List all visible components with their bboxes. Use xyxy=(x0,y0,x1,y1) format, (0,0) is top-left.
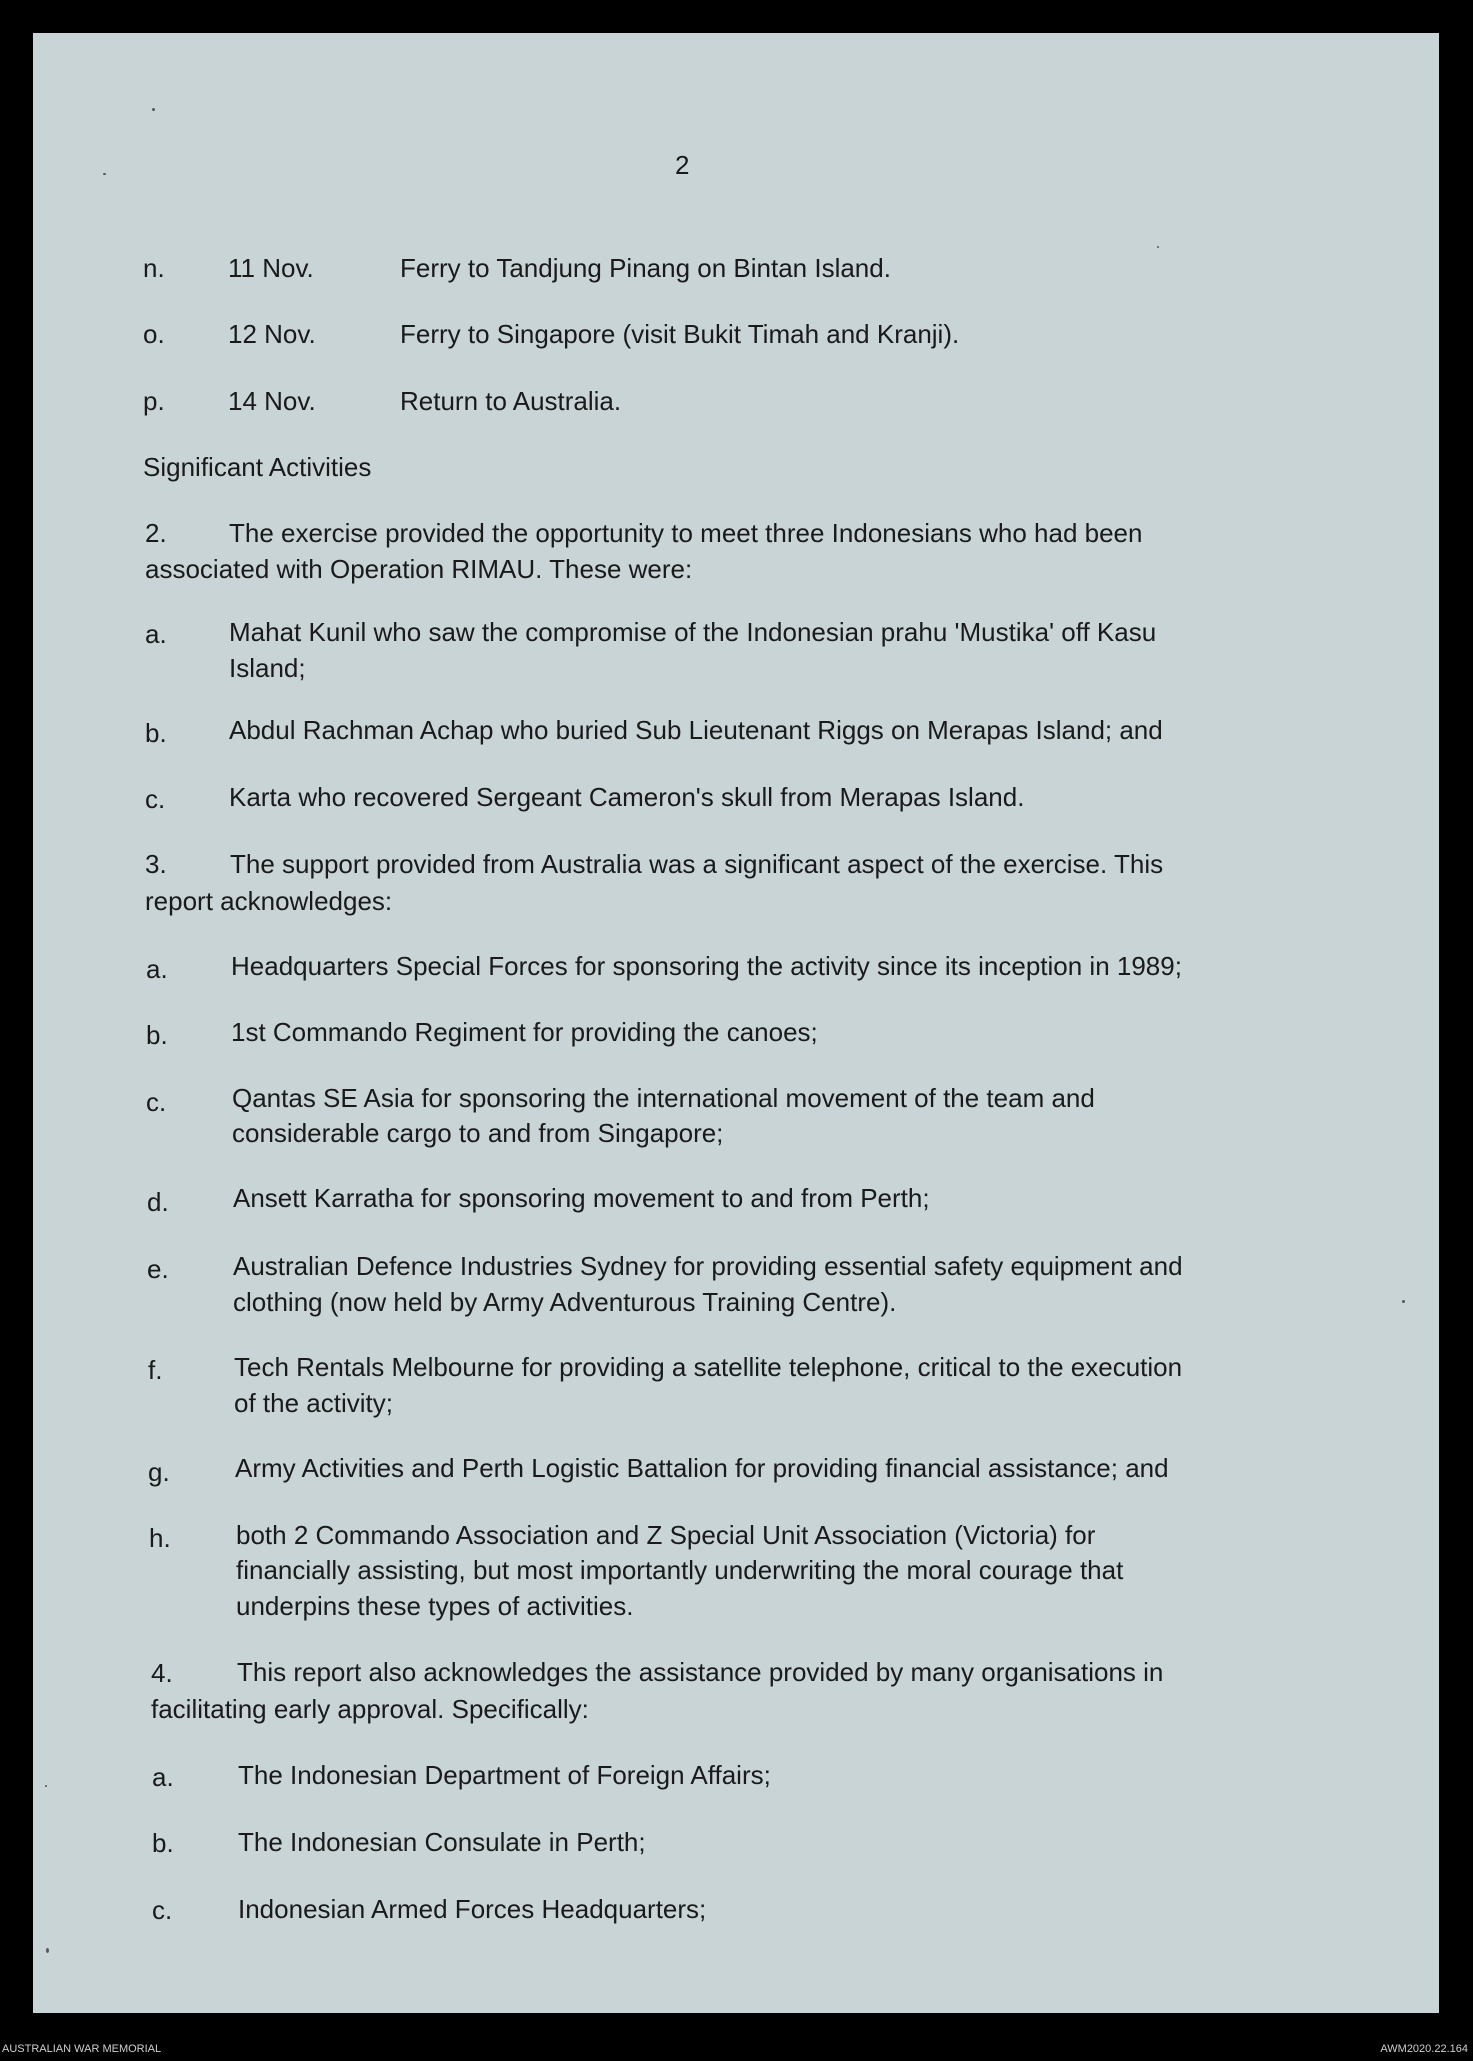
list-item-text: 1st Commando Regiment for providing the canoes; xyxy=(231,1017,818,1047)
itinerary-date: 12 Nov. xyxy=(228,319,316,349)
list-letter: c. xyxy=(146,1087,167,1117)
scan-speck xyxy=(1402,1300,1405,1303)
list-letter: b. xyxy=(145,718,167,748)
footer-reference: AWM2020.22.164 xyxy=(1380,2043,1468,2055)
scan-speck xyxy=(1157,246,1159,248)
itinerary-text: Ferry to Singapore (visit Bukit Timah and Kranji). xyxy=(400,319,960,349)
paragraph-number: 3. xyxy=(145,849,167,879)
paragraph-text: associated with Operation RIMAU. These were: xyxy=(145,554,693,584)
list-letter: f. xyxy=(148,1355,163,1385)
list-item-text: Mahat Kunil who saw the compromise of the Indonesian prahu 'Mustika' off Kasu xyxy=(229,617,1157,647)
paragraph-text: facilitating early approval. Specifically: xyxy=(151,1694,589,1724)
itinerary-date: 11 Nov. xyxy=(228,253,314,283)
paragraph-text: This report also acknowledges the assistance provided by many organisations in xyxy=(237,1657,1164,1687)
list-item-text: Island; xyxy=(229,653,306,683)
list-item-text: Qantas SE Asia for sponsoring the international movement of the team and xyxy=(232,1083,1095,1113)
list-letter: c. xyxy=(145,784,166,814)
list-item-text: Headquarters Special Forces for sponsoring the activity since its inception in 1989; xyxy=(231,951,1182,981)
itinerary-text: Return to Australia. xyxy=(400,386,622,416)
paragraph-number: 2. xyxy=(145,518,167,548)
list-item-text: financially assisting, but most importantly underwriting the moral courage that xyxy=(236,1555,1124,1585)
list-letter: g. xyxy=(148,1457,170,1487)
list-letter: a. xyxy=(152,1762,174,1792)
list-item-text: Australian Defence Industries Sydney for providing essential safety equipment and xyxy=(233,1251,1183,1281)
list-letter: a. xyxy=(146,954,168,984)
list-item-text: Abdul Rachman Achap who buried Sub Lieutenant Riggs on Merapas Island; and xyxy=(229,715,1163,745)
list-item-text: clothing (now held by Army Adventurous Training Centre). xyxy=(233,1287,897,1317)
page-number: 2 xyxy=(675,150,690,180)
paragraph-text: The exercise provided the opportunity to meet three Indonesians who had been xyxy=(229,518,1143,548)
list-item-text: underpins these types of activities. xyxy=(236,1591,634,1621)
list-item-text: Karta who recovered Sergeant Cameron's skull from Merapas Island. xyxy=(229,782,1025,812)
section-heading: Significant Activities xyxy=(143,452,372,482)
scan-speck xyxy=(103,173,106,175)
list-letter: d. xyxy=(147,1187,169,1217)
list-letter: b. xyxy=(146,1020,168,1050)
list-item-text: Army Activities and Perth Logistic Battalion for providing financial assistance; and xyxy=(235,1453,1169,1483)
itinerary-letter: o. xyxy=(143,319,165,349)
list-letter: e. xyxy=(147,1254,169,1284)
scan-speck xyxy=(45,1785,47,1787)
list-item-text: Indonesian Armed Forces Headquarters; xyxy=(238,1894,707,1924)
paragraph-number: 4. xyxy=(151,1658,173,1688)
itinerary-text: Ferry to Tandjung Pinang on Bintan Island. xyxy=(400,253,891,283)
itinerary-letter: p. xyxy=(143,386,165,416)
list-letter: h. xyxy=(149,1523,171,1553)
list-item-text: both 2 Commando Association and Z Special Unit Association (Victoria) for xyxy=(236,1520,1096,1550)
list-item-text: of the activity; xyxy=(234,1388,393,1418)
itinerary-date: 14 Nov. xyxy=(228,386,316,416)
list-item-text: considerable cargo to and from Singapore; xyxy=(232,1118,724,1148)
list-letter: b. xyxy=(152,1828,174,1858)
list-item-text: Ansett Karratha for sponsoring movement to and from Perth; xyxy=(233,1183,930,1213)
paragraph-text: The support provided from Australia was a significant aspect of the exercise. This xyxy=(230,849,1164,879)
paragraph-text: report acknowledges: xyxy=(145,886,393,916)
list-letter: c. xyxy=(152,1895,173,1925)
list-item-text: The Indonesian Consulate in Perth; xyxy=(238,1827,646,1857)
list-item-text: The Indonesian Department of Foreign Affairs; xyxy=(238,1760,771,1790)
scan-speck xyxy=(46,1948,49,1953)
scan-speck xyxy=(152,108,155,111)
list-letter: a. xyxy=(145,619,167,649)
list-item-text: Tech Rentals Melbourne for providing a satellite telephone, critical to the execution xyxy=(234,1352,1183,1382)
footer-institution: AUSTRALIAN WAR MEMORIAL xyxy=(2,2043,162,2055)
itinerary-letter: n. xyxy=(143,253,165,283)
